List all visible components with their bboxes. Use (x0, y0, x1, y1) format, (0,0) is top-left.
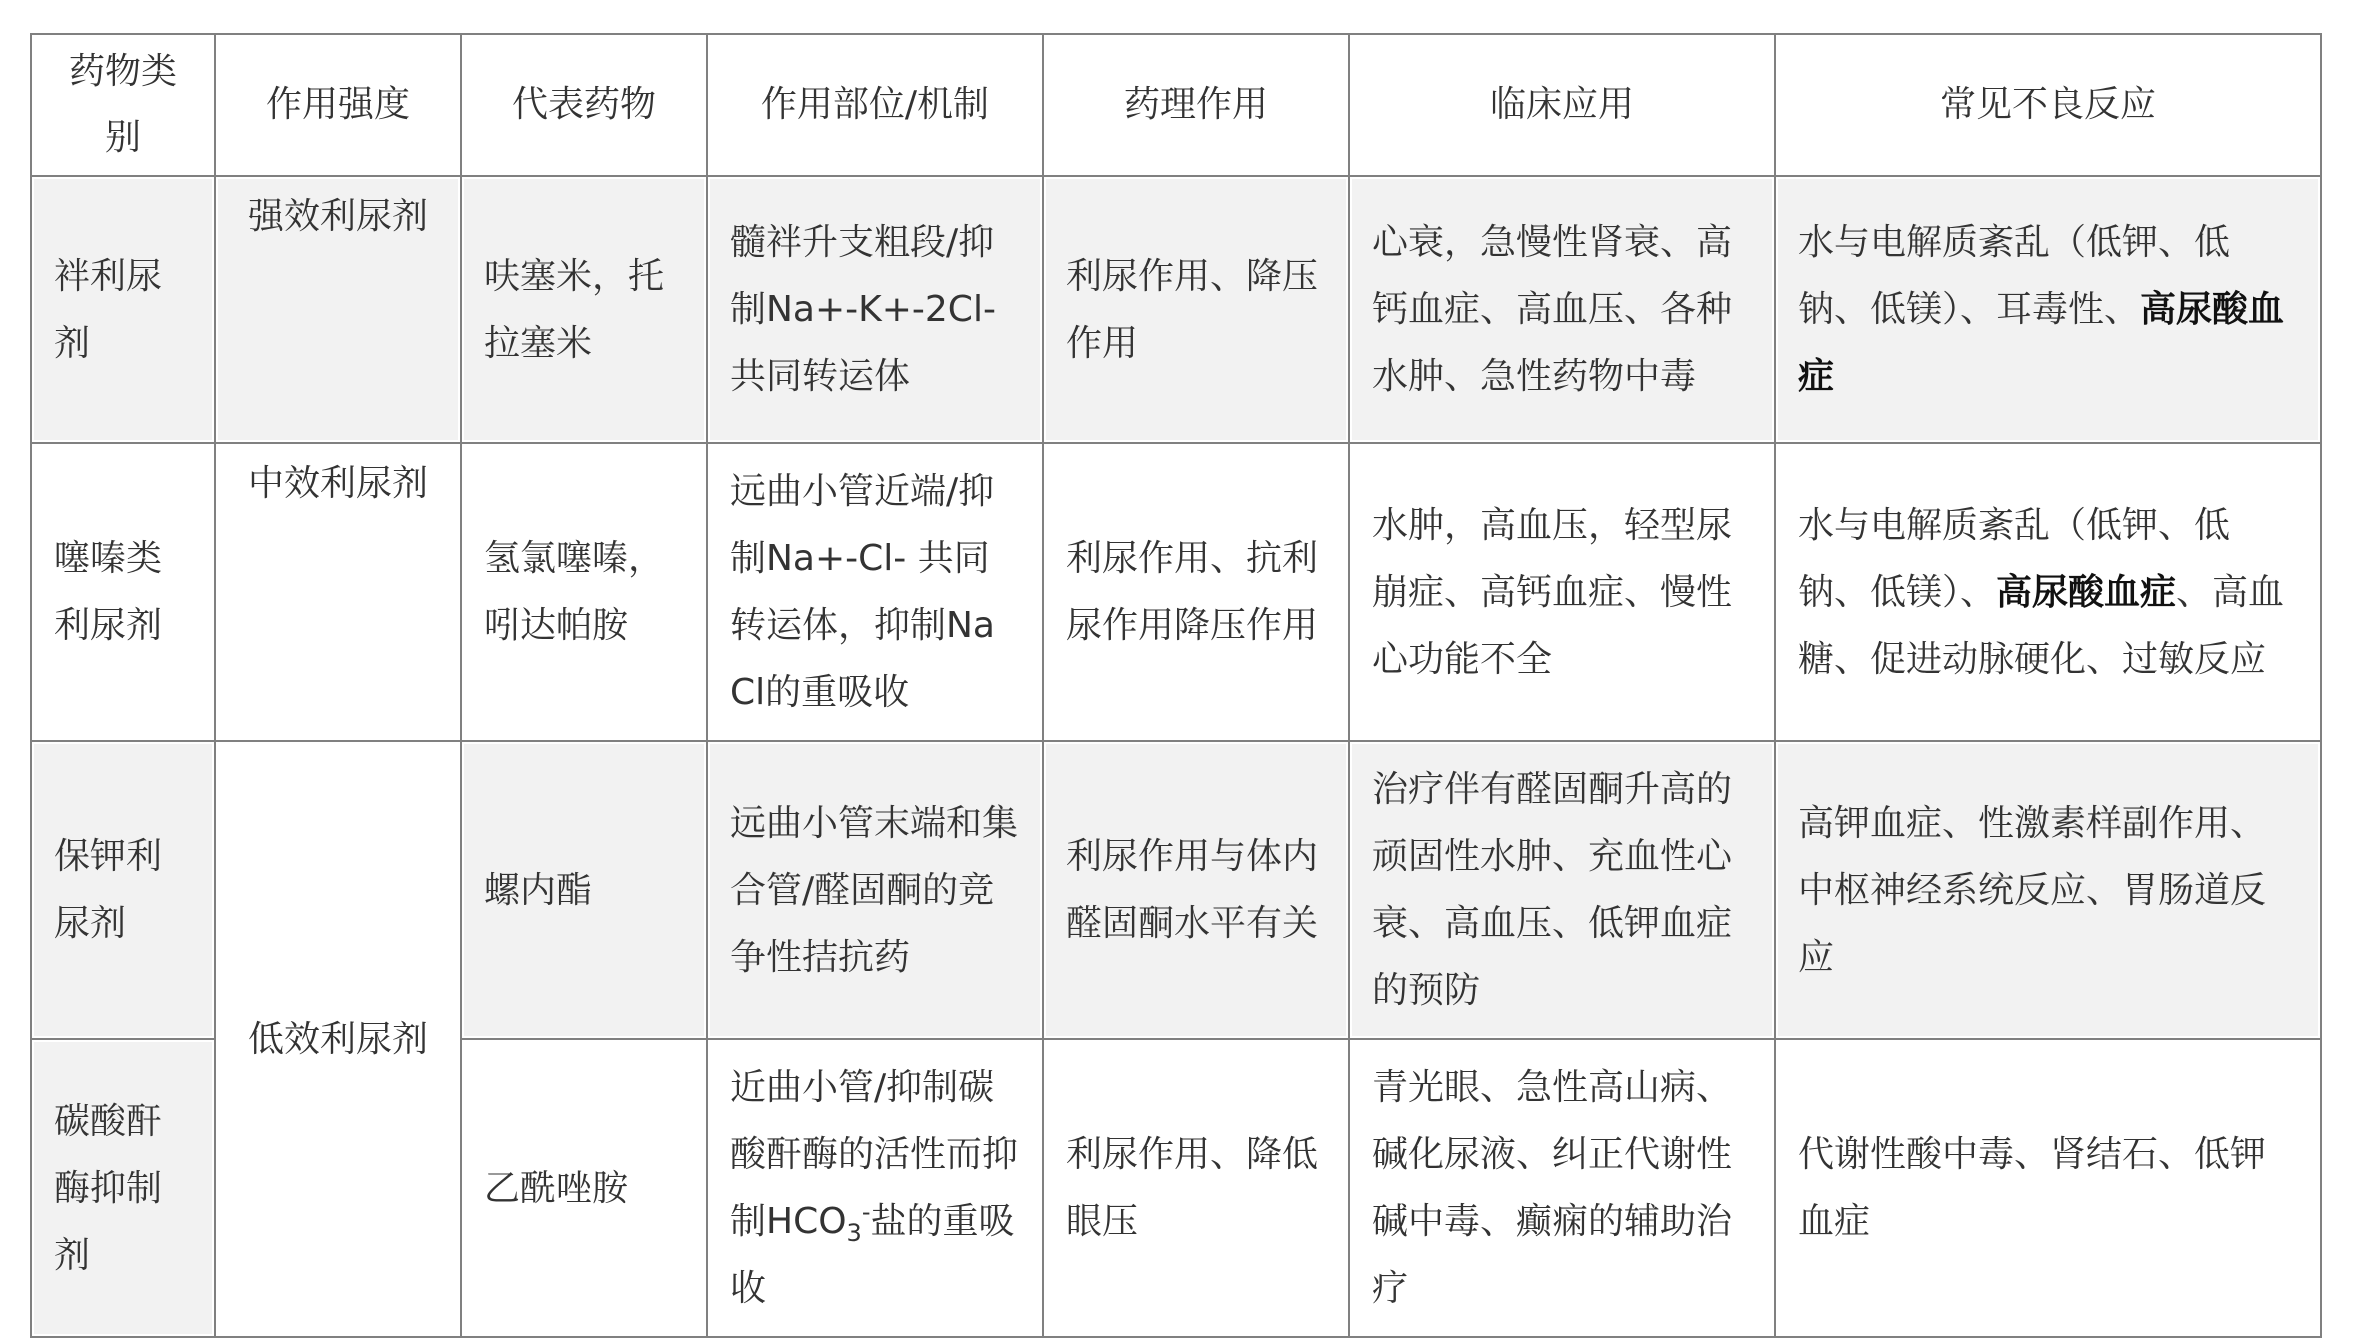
adverse-text: 水与电解质紊乱（低钾、低钠、低镁）、耳毒性、 (1798, 222, 2231, 330)
cell-category: 碳酸酐酶抑制剂 (31, 1039, 215, 1337)
header-row (31, 34, 2321, 176)
cell-adverse (1775, 443, 2321, 741)
site-superscript: - (861, 1198, 871, 1226)
header-adverse: 常见不良反应 (1775, 34, 2321, 176)
cell-adverse: 代谢性酸中毒、肾结石、低钾血症 (1775, 1039, 2321, 1337)
header-site: 作用部位/机制 (707, 34, 1043, 176)
table-row (31, 443, 2321, 741)
cell-adverse: 高钾血症、性激素样副作用、中枢神经系统反应、胃肠道反应 (1775, 741, 2321, 1039)
cell-drugs: 乙酰唑胺 (461, 1039, 707, 1337)
header-action: 药理作用 (1043, 34, 1349, 176)
header-drugs: 代表药物 (461, 34, 707, 176)
cell-clinical: 治疗伴有醛固酮升高的顽固性水肿、充血性心衰、高血压、低钾血症的预防 (1349, 741, 1775, 1039)
cell-adverse (1775, 176, 2321, 443)
adverse-highlight: 高尿酸血症 (1798, 289, 2285, 397)
site-text-end: 盐的重吸收 (730, 1201, 1015, 1309)
table-row (31, 176, 2321, 443)
cell-site: 髓袢升支粗段/抑制Na+-K+-2Cl-共同转运体 (707, 176, 1043, 443)
cell-drugs: 氢氯噻嗪，吲达帕胺 (461, 443, 707, 741)
cell-action: 利尿作用、降低眼压 (1043, 1039, 1349, 1337)
cell-action: 利尿作用、降压作用 (1043, 176, 1349, 443)
adverse-text-end: 、高血糖、促进动脉硬化、过敏反应 (1798, 571, 2285, 680)
site-subscript: 3 (846, 1219, 862, 1248)
cell-strength: 中效利尿剂 (215, 443, 461, 741)
cell-category: 保钾利尿剂 (31, 741, 215, 1039)
cell-drugs: 螺内酯 (461, 741, 707, 1039)
cell-site: 远曲小管末端和集合管/醛固酮的竞争性拮抗药 (707, 741, 1043, 1039)
header-category: 药物类别 (31, 34, 215, 176)
cell-category: 袢利尿剂 (31, 176, 215, 443)
cell-action: 利尿作用、抗利尿作用降压作用 (1043, 443, 1349, 741)
cell-site (707, 1039, 1043, 1337)
table-row (31, 741, 2321, 1039)
site-text: 近曲小管/抑制碳酸酐酶的活性而抑制HCO (730, 1067, 1019, 1242)
adverse-highlight: 高尿酸血症 (1996, 571, 2177, 613)
cell-clinical: 心衰，急慢性肾衰、高钙血症、高血压、各种水肿、急性药物中毒 (1349, 176, 1775, 443)
cell-clinical: 水肿，高血压，轻型尿崩症、高钙血症、慢性心功能不全 (1349, 443, 1775, 741)
adverse-text: 水与电解质紊乱（低钾、低钠、低镁）、 (1798, 504, 2231, 613)
header-strength: 作用强度 (215, 34, 461, 176)
cell-strength: 强效利尿剂 (215, 176, 461, 443)
diuretics-table (30, 33, 2322, 1338)
cell-drugs: 呋塞米，托拉塞米 (461, 176, 707, 443)
cell-clinical: 青光眼、急性高山病、碱化尿液、纠正代谢性碱中毒、癫痫的辅助治疗 (1349, 1039, 1775, 1337)
cell-strength: 低效利尿剂 (215, 741, 461, 1337)
cell-category: 噻嗪类利尿剂 (31, 443, 215, 741)
cell-action: 利尿作用与体内醛固酮水平有关 (1043, 741, 1349, 1039)
cell-site: 远曲小管近端/抑制Na+-Cl- 共同转运体，抑制NaCl的重吸收 (707, 443, 1043, 741)
header-clinical: 临床应用 (1349, 34, 1775, 176)
